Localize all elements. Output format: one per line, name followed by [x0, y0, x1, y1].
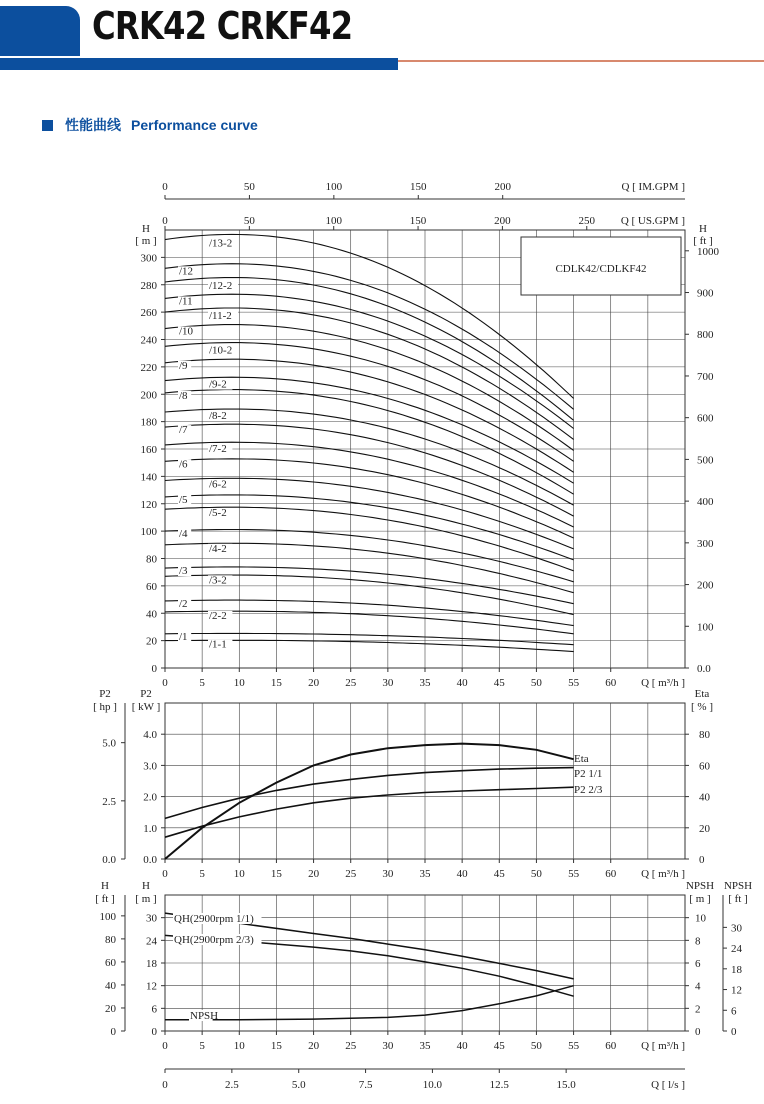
curve-label: /4-2: [209, 542, 227, 555]
y-tick-label: 180: [140, 416, 157, 429]
x-tick-label: 5: [199, 677, 205, 689]
gpm-tick-label: 0: [162, 181, 168, 193]
ft-axis-unit: [ ft ]: [95, 893, 115, 905]
hp-tick-label: 2.5: [102, 795, 116, 808]
section-title-en: Performance curve: [131, 117, 258, 133]
x-tick-label: 20: [308, 868, 320, 880]
eta-tick-label: 80: [699, 729, 710, 742]
y-tick-label: 0: [151, 663, 157, 675]
m-axis-label: H: [142, 880, 150, 892]
kw-axis-label: P2: [140, 688, 152, 700]
ft-tick-label: 40: [105, 979, 116, 992]
x-tick-label: 60: [605, 1040, 617, 1052]
ft-tick-label: 200: [697, 579, 714, 592]
ft-tick-label: 100: [99, 910, 116, 923]
x-axis-label: Q [ m³/h ]: [641, 868, 685, 880]
x-tick-label: 60: [605, 868, 617, 880]
m-tick-label: 18: [146, 958, 157, 970]
curve-label: /10-2: [209, 344, 233, 357]
curve-label: /12-2: [209, 280, 233, 293]
hp-tick-label: 0.0: [102, 854, 116, 866]
x-tick-label: 25: [345, 677, 357, 689]
y-tick-label: 160: [140, 444, 157, 456]
imgpm-axis-label: Q [ IM.GPM ]: [621, 181, 685, 193]
y-axis-label-right: H: [699, 223, 707, 235]
npsh-curve-label: NPSH: [190, 1010, 219, 1022]
curve-label: /2-2: [209, 609, 227, 622]
gpm-tick-label: 100: [325, 215, 342, 227]
npsh-ft-tick-label: 18: [731, 963, 742, 976]
power-curve-label: P2 2/3: [574, 784, 603, 796]
ft-axis-label: H: [101, 880, 109, 892]
m-axis-unit: [ m ]: [135, 893, 157, 905]
x-tick-label: 15: [270, 1040, 282, 1052]
npsh-ft-axis-unit: [ ft ]: [728, 893, 748, 905]
ft-tick-label: 1000: [697, 245, 719, 258]
npsh-ft-tick-label: 6: [731, 1005, 737, 1018]
x-axis-label: Q [ m³/h ]: [641, 677, 685, 689]
curve-label: /5-2: [209, 507, 227, 520]
x-tick-label: 20: [308, 1040, 320, 1052]
gpm-tick-label: 150: [410, 181, 427, 193]
curve-label: /2: [179, 597, 188, 610]
curve-label: /8: [179, 389, 188, 402]
y-tick-label: 140: [140, 471, 157, 484]
npsh-m-tick-label: 0: [695, 1026, 701, 1038]
x-axis-label: Q [ m³/h ]: [641, 1040, 685, 1052]
gpm-tick-label: 0: [162, 215, 168, 227]
ft-tick-label: 0.0: [697, 663, 711, 675]
x-tick-label: 0: [162, 868, 168, 880]
x-tick-label: 35: [419, 677, 431, 689]
x-tick-label: 10: [233, 677, 245, 689]
x-tick-label: 15: [270, 868, 282, 880]
npsh-m-axis-label: NPSH: [685, 880, 715, 892]
ft-tick-label: 700: [697, 370, 714, 383]
section-title-cn: 性能曲线: [65, 118, 121, 134]
hp-axis-label: P2: [99, 688, 111, 700]
npsh-ft-tick-label: 12: [731, 984, 742, 997]
gpm-tick-label: 150: [409, 215, 427, 227]
npsh-m-tick-label: 8: [695, 935, 701, 948]
y-tick-label: 60: [146, 580, 157, 593]
npsh-curve-panel: [95, 880, 752, 1052]
gpm-tick-label: 200: [494, 215, 511, 227]
kw-tick-label: 2.0: [143, 791, 157, 804]
gpm-tick-label: 250: [578, 215, 596, 227]
ft-tick-label: 60: [105, 956, 116, 969]
x-tick-label: 15: [270, 677, 282, 689]
ft-tick-label: 900: [697, 287, 714, 300]
x-tick-label: 35: [419, 1040, 431, 1052]
gpm-tick-label: 100: [325, 181, 343, 193]
usgpm-axis-label: Q [ US.GPM ]: [620, 215, 685, 227]
npsh-m-tick-label: 6: [695, 958, 701, 970]
x-tick-label: 60: [605, 677, 617, 689]
y-tick-label: 100: [140, 526, 157, 539]
ls-tick-label: 5.0: [291, 1079, 306, 1091]
eta-tick-label: 60: [699, 760, 710, 773]
curve-label: /5: [179, 493, 188, 506]
m-tick-label: 0: [151, 1026, 157, 1038]
power-curve-label: Eta: [574, 753, 589, 765]
x-tick-label: 0: [162, 1040, 168, 1052]
ft-tick-label: 600: [697, 412, 714, 425]
power-curve-label: P2 1/1: [574, 768, 603, 780]
kw-tick-label: 3.0: [143, 760, 157, 773]
ft-tick-label: 800: [697, 329, 714, 342]
y-tick-label: 280: [140, 279, 157, 292]
gpm-tick-label: 200: [494, 181, 511, 193]
hp-tick-label: 5.0: [102, 737, 116, 750]
x-tick-label: 55: [568, 677, 580, 689]
y-tick-label: 240: [140, 334, 157, 347]
x-tick-label: 20: [308, 677, 320, 689]
curve-label: /3: [179, 565, 188, 578]
npsh-m-tick-label: 4: [695, 980, 701, 993]
ls-axis-label: Q [ l/s ]: [651, 1079, 685, 1091]
y-tick-label: 200: [140, 389, 157, 402]
ft-tick-label: 300: [697, 537, 714, 550]
npsh-ft-tick-label: 0: [731, 1026, 737, 1038]
npsh-ft-tick-label: 30: [731, 922, 742, 935]
ft-tick-label: 500: [697, 454, 714, 467]
ft-tick-label: 100: [697, 621, 714, 634]
gpm-tick-label: 50: [243, 215, 255, 227]
curve-label: /7: [179, 424, 188, 437]
ft-tick-label: 80: [105, 933, 116, 946]
y-tick-label: 220: [140, 361, 157, 374]
ls-tick-label: 10.0: [422, 1079, 443, 1091]
curve-label: /1: [179, 630, 188, 643]
npsh-m-axis-unit: [ m ]: [689, 893, 711, 905]
curve-label: /10: [179, 325, 194, 338]
page-title: CRK42 CRKF42: [92, 4, 353, 48]
y-axis-unit-right: [ ft ]: [693, 235, 713, 247]
head-curve-line: [165, 424, 574, 516]
curve-label: /9: [179, 359, 188, 372]
x-tick-label: 50: [530, 1040, 542, 1052]
kw-axis-unit: [ kW ]: [131, 701, 161, 713]
curve-label: /11-2: [209, 310, 232, 323]
x-tick-label: 30: [382, 868, 394, 880]
ls-axis-panel: [162, 1069, 685, 1091]
kw-tick-label: 1.0: [143, 822, 157, 835]
curve-label: /3-2: [209, 574, 227, 587]
ft-tick-label: 20: [105, 1002, 116, 1015]
head-curve-line: [165, 377, 574, 483]
npsh-curve-line: [165, 986, 574, 1020]
x-tick-label: 40: [456, 868, 468, 880]
x-tick-label: 5: [199, 868, 205, 880]
y-tick-label: 120: [140, 498, 157, 511]
x-tick-label: 10: [233, 1040, 245, 1052]
eta-axis-label: Eta: [694, 688, 710, 700]
curve-label: /6-2: [209, 478, 227, 491]
npsh-curve-label: QH(2900rpm 1/1): [174, 913, 254, 925]
x-tick-label: 55: [568, 868, 580, 880]
x-tick-label: 35: [419, 868, 431, 880]
x-tick-label: 45: [493, 677, 505, 689]
npsh-ft-axis-label: NPSH: [723, 880, 753, 892]
ft-tick-label: 0: [110, 1026, 116, 1038]
y-tick-label: 300: [140, 252, 157, 265]
x-tick-label: 45: [493, 1040, 505, 1052]
x-tick-label: 25: [345, 868, 357, 880]
head-curve-line: [165, 409, 574, 505]
curve-label: /12: [179, 265, 194, 278]
ls-tick-label: 15.0: [556, 1079, 576, 1091]
npsh-m-tick-label: 10: [695, 912, 706, 925]
eta-tick-label: 20: [699, 822, 710, 835]
ft-tick-label: 400: [697, 496, 714, 509]
eta-tick-label: 0: [699, 854, 705, 866]
curve-label: /11: [179, 295, 193, 308]
eta-tick-label: 40: [699, 791, 710, 804]
curve-label: /4: [179, 528, 188, 541]
m-tick-label: 24: [146, 935, 157, 948]
power-curve-panel: [93, 688, 713, 880]
y-tick-label: 260: [140, 307, 157, 320]
gpm-tick-label: 50: [243, 181, 255, 193]
x-tick-label: 40: [456, 677, 468, 689]
x-tick-label: 0: [162, 677, 168, 689]
y-axis-unit-left: [ m ]: [135, 235, 157, 247]
kw-tick-label: 4.0: [143, 729, 157, 742]
x-tick-label: 25: [345, 1040, 357, 1052]
ls-tick-label: 7.5: [358, 1079, 373, 1091]
curve-label: /1-1: [209, 638, 227, 651]
x-tick-label: 10: [233, 868, 245, 880]
npsh-curve-label: QH(2900rpm 2/3): [174, 934, 254, 946]
y-tick-label: 20: [146, 635, 157, 648]
x-tick-label: 30: [382, 677, 394, 689]
ls-tick-label: 0: [162, 1079, 168, 1091]
curve-label: /8-2: [209, 410, 227, 423]
npsh-ft-tick-label: 24: [731, 943, 742, 956]
curve-label: /6: [179, 458, 188, 471]
ls-tick-label: 12.5: [489, 1079, 509, 1091]
hp-axis-unit: [ hp ]: [93, 701, 117, 713]
kw-tick-label: 0.0: [143, 854, 157, 866]
m-tick-label: 6: [151, 1003, 157, 1016]
x-tick-label: 55: [568, 1040, 580, 1052]
model-legend-title: CDLK42/CDLKF42: [555, 263, 647, 275]
x-tick-label: 40: [456, 1040, 468, 1052]
eta-axis-unit: [ % ]: [691, 701, 713, 713]
m-tick-label: 12: [146, 980, 157, 993]
npsh-m-tick-label: 2: [695, 1003, 701, 1016]
x-tick-label: 50: [530, 677, 542, 689]
curve-label: /9-2: [209, 378, 227, 391]
y-tick-label: 80: [146, 553, 157, 566]
y-axis-label-left: H: [142, 223, 150, 235]
m-tick-label: 30: [146, 912, 157, 925]
x-tick-label: 45: [493, 868, 505, 880]
curve-label: /7-2: [209, 442, 227, 455]
x-tick-label: 5: [199, 1040, 205, 1052]
y-tick-label: 40: [146, 608, 157, 621]
curve-label: /13-2: [209, 237, 233, 250]
ls-tick-label: 2.5: [224, 1079, 239, 1091]
x-tick-label: 50: [530, 868, 542, 880]
x-tick-label: 30: [382, 1040, 394, 1052]
head-curve-panel: [135, 181, 719, 689]
